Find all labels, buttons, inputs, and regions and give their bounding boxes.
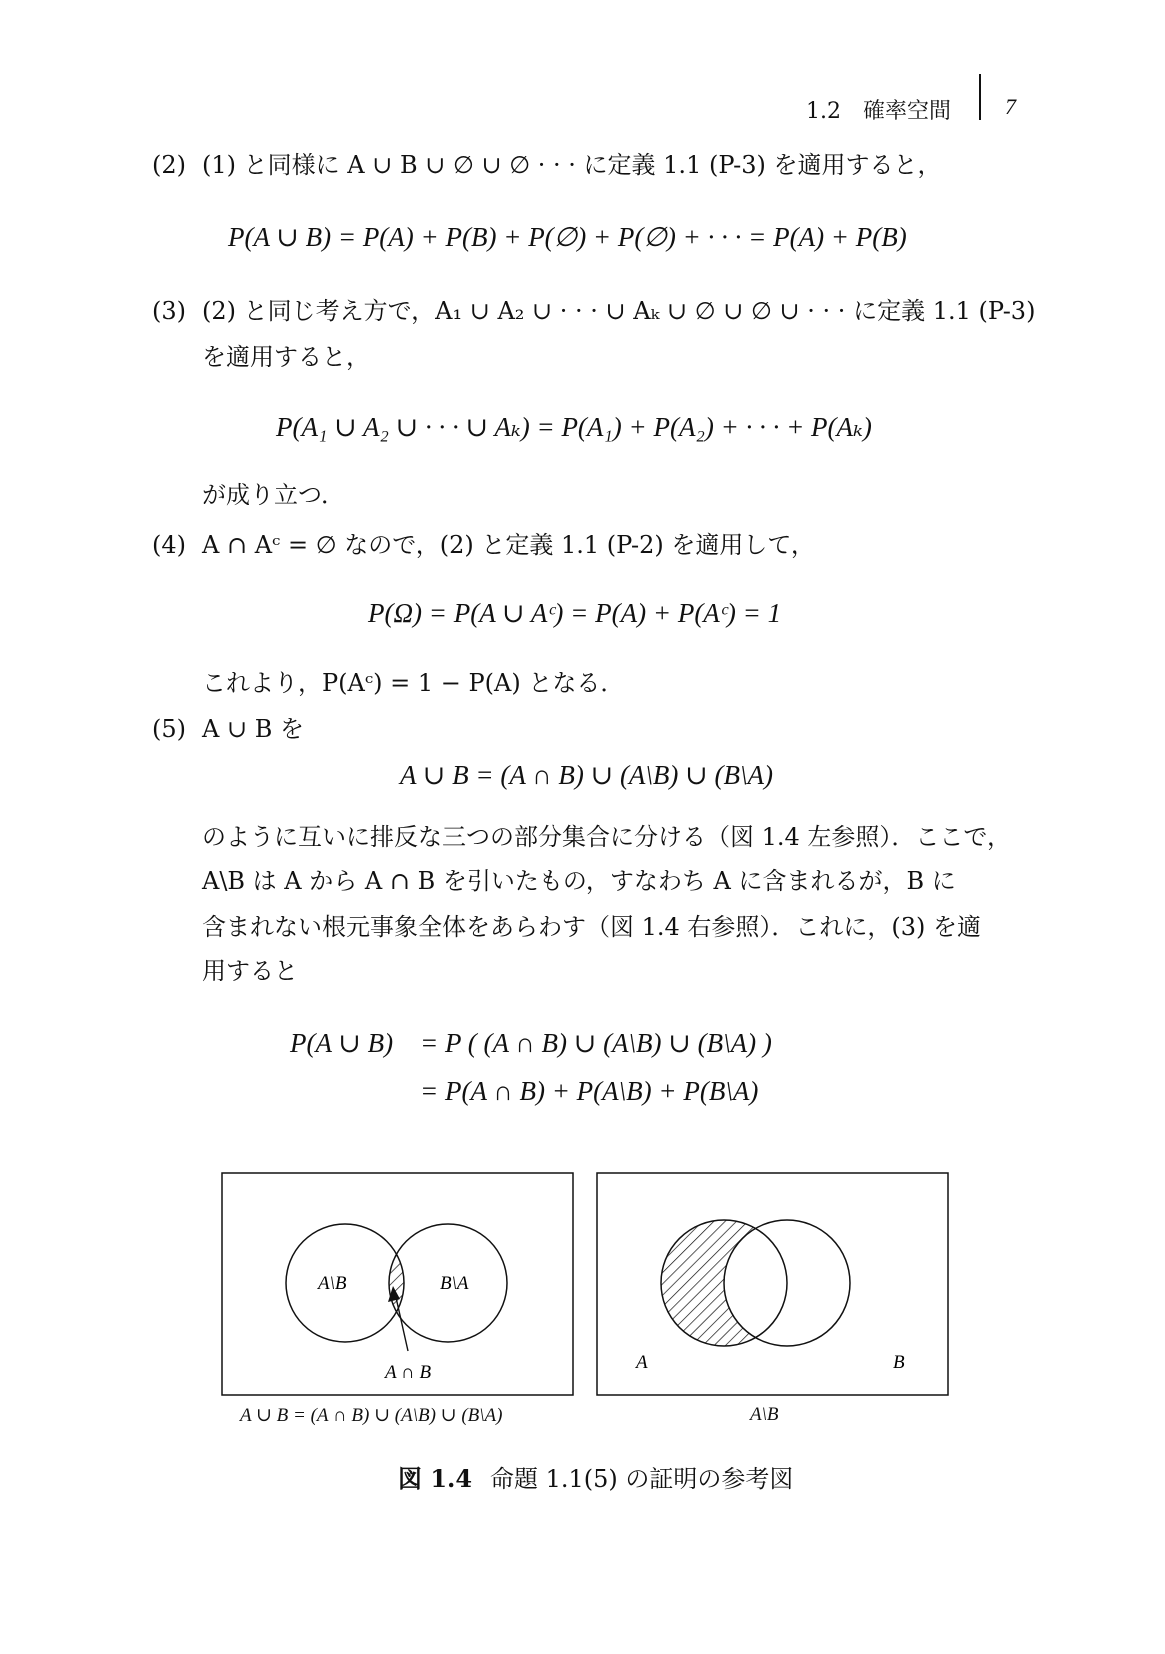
item-5-equation: A ∪ B = (A ∩ B) ∪ (A\B) ∪ (B\A) bbox=[400, 760, 774, 790]
item-4-text: A ∩ Aᶜ = ∅ なので，(2) と定義 1.1 (P-2) を適用して， bbox=[202, 531, 815, 559]
item-5-para-line1: のように互いに排反な三つの部分集合に分ける（図 1.4 左参照）．ここで， bbox=[202, 823, 1011, 851]
item-4-label: (4) bbox=[152, 531, 186, 559]
item-4-after: これより，P(Aᶜ) = 1 − P(A) となる． bbox=[202, 669, 625, 697]
item-5-para-line3: 含まれない根元事象全体をあらわす（図 1.4 右参照）．これに，(3) を適 bbox=[202, 913, 982, 941]
left-figure-caption: A ∪ B = (A ∩ B) ∪ (A\B) ∪ (B\A) bbox=[240, 1405, 503, 1426]
figure-caption-text: 命題 1.1(5) の証明の参考図 bbox=[490, 1465, 794, 1493]
item-5-label: (5) bbox=[152, 715, 186, 743]
label-intersection: A ∩ B bbox=[385, 1362, 432, 1383]
label-a-minus-b: A\B bbox=[318, 1273, 347, 1294]
item-2-label: (2) bbox=[152, 151, 186, 179]
item-5-text: A ∪ B を bbox=[202, 715, 304, 743]
item-3-label: (3) bbox=[152, 297, 186, 325]
page-number: 7 bbox=[1005, 94, 1016, 119]
right-figure-caption: A\B bbox=[750, 1404, 779, 1425]
item-5-eq-rhs2: = P(A ∩ B) + P(A\B) + P(B\A) bbox=[420, 1076, 759, 1106]
item-2-text: (1) と同様に A ∪ B ∪ ∅ ∪ ∅ · · · に定義 1.1 (P-3) を適用すると， bbox=[202, 151, 942, 179]
item-5-eq-lhs: P(A ∪ B) bbox=[290, 1028, 394, 1058]
item-3-after: が成り立つ． bbox=[202, 481, 346, 509]
item-3-text-line2: を適用すると， bbox=[202, 343, 370, 371]
item-5-para-line4: 用すると bbox=[202, 957, 298, 985]
label-b-minus-a: B\A bbox=[440, 1273, 469, 1294]
item-5-eq-rhs1: = P ( (A ∩ B) ∪ (A\B) ∪ (B\A) ) bbox=[420, 1028, 772, 1058]
figure-caption-number: 図 1.4 bbox=[398, 1464, 473, 1493]
item-4-equation: P(Ω) = P(A ∪ Aᶜ) = P(A) + P(Aᶜ) = 1 bbox=[368, 598, 782, 628]
label-a: A bbox=[636, 1352, 648, 1373]
item-5-para-line2: A\B は A から A ∩ B を引いたもの，すなわち A に含まれるが，B に bbox=[202, 867, 956, 895]
label-b: B bbox=[893, 1352, 905, 1373]
item-3-text-line1: (2) と同じ考え方で，A₁ ∪ A₂ ∪ · · · ∪ Aₖ ∪ ∅ ∪ ∅ ∪ · · · に定義 1.1 (P-3) bbox=[202, 297, 1036, 325]
item-3-equation: P(A₁ ∪ A₂ ∪ · · · ∪ Aₖ) = P(A₁) + P(A₂) + · · · + P(Aₖ) bbox=[276, 412, 872, 442]
item-2-equation: P(A ∪ B) = P(A) + P(B) + P(∅) + P(∅) + · · · = P(A) + P(B) bbox=[228, 222, 907, 252]
running-header-section: 1.2 確率空間 bbox=[806, 99, 951, 124]
